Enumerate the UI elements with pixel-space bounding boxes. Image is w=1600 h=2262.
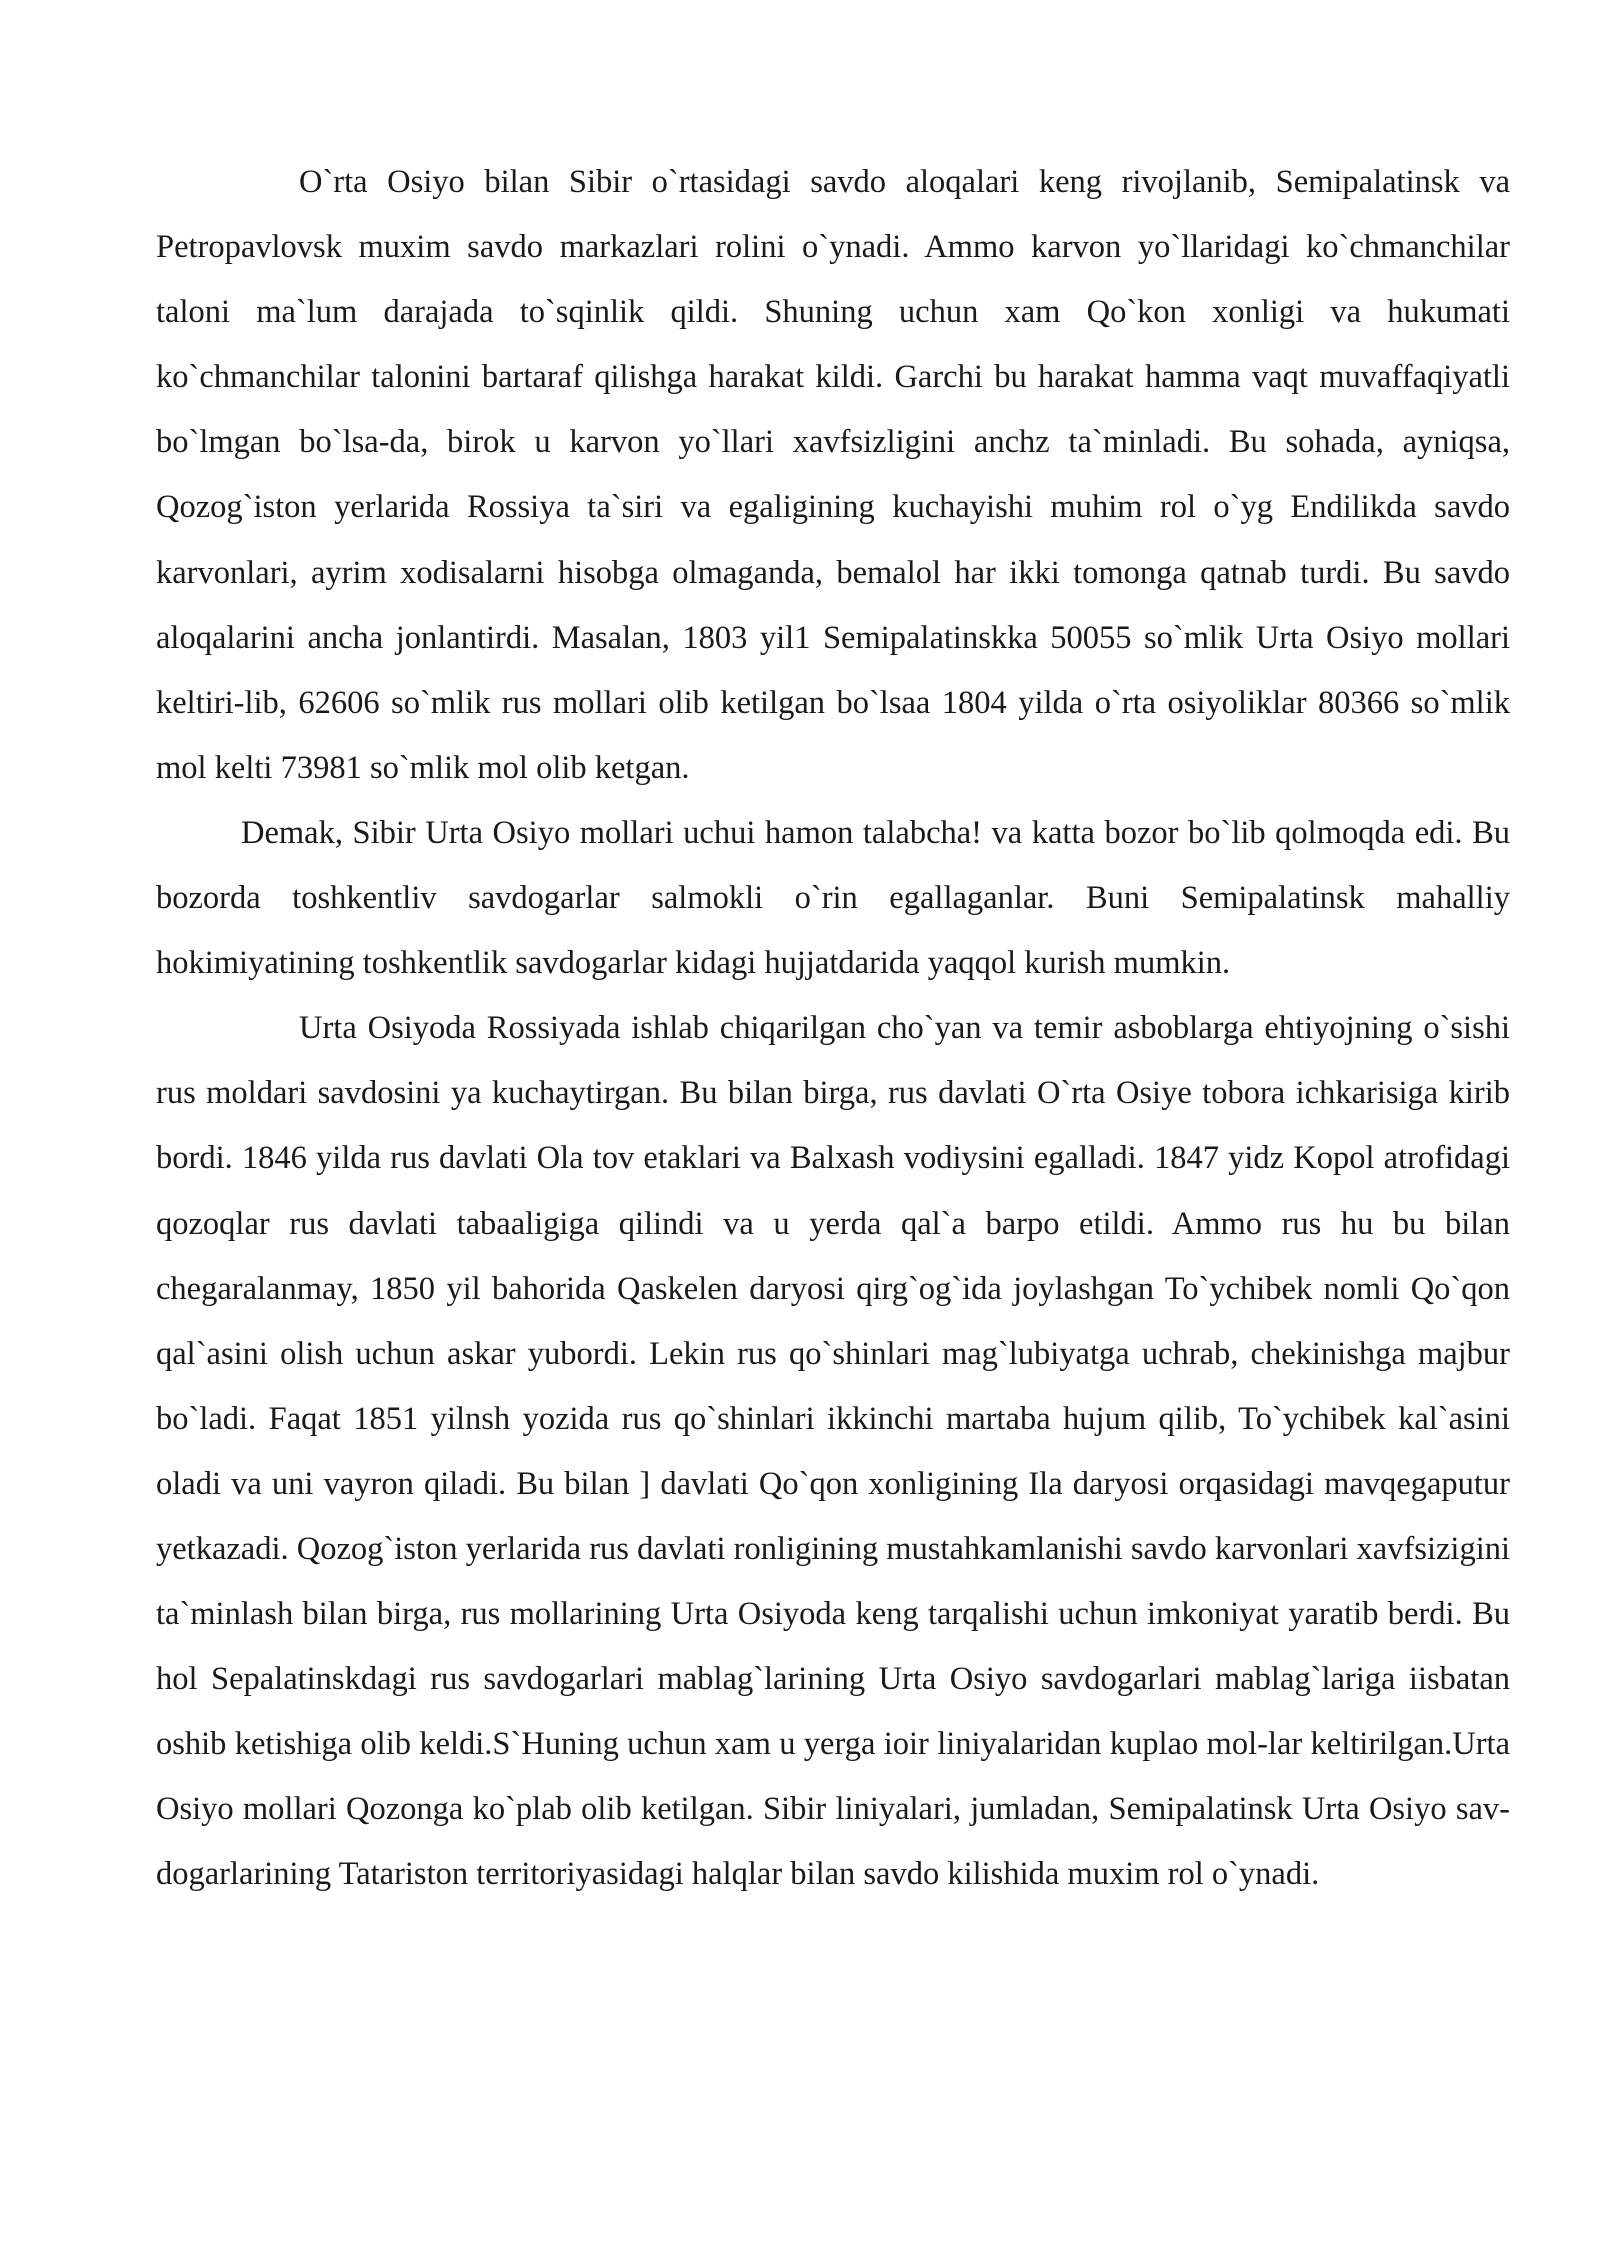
paragraph-1: O`rta Osiyo bilan Sibir o`rtasidagi savdo aloqalari keng rivojlanib, Semipalatinsk va Petropavlovsk muxim savdo markazlari rolini o`ynadi. Ammo karvon yo`llaridagi ko`chmanchilar taloni ma`lum darajada to`sqinlik qildi. Shuning uchun xam Qo`kon xonligi va hukumati ko`chmanchilar talonini bartaraf qilishga harakat kildi. Garchi bu harakat hamma vaqt muvaffaqiyatli bo`lmgan bo`lsa-da, birok u karvon yo`llari xavfsizligini anchz ta`minladi. Bu sohada, ayniqsa, Qozog`iston yerlarida Rossiya ta`siri va egaligining kuchayishi muhim rol o`yg Endilikda savdo karvonlari, ayrim xodisalarni hisobga olmaganda, bemalol har ikki tomonga qatnab turdi. Bu savdo aloqalarini ancha jonlantirdi. Masalan, 1803 yil1 Semipalatinskka 50055 so`mlik Urta Osiyo mollari keltiri-lib, 62606 so`mlik rus mollari olib ketilgan bo`lsaa 1804 yilda o`rta osiyoliklar 80366 so`mlik mol kelti 73981 so`mlik mol olib ketgan. bbox=[156, 164, 1510, 786]
document-body bbox=[156, 150, 1510, 1908]
paragraph-3: Urta Osiyoda Rossiyada ishlab chiqarilgan cho`yan va temir asboblarga ehtiyojning o`sishi rus moldari savdosini ya kuchaytirgan. Bu bilan birga, rus davlati O`rta Osiye tobora ichkarisiga kirib bordi. 1846 yilda rus davlati Ola tov etaklari va Balxash vodiysini egalladi. 1847 yidz Kopol atrofidagi qozoqlar rus davlati tabaaligiga qilindi va u yerda qal`a barpo etildi. Ammo rus hu bu bilan chegaralanmay, 1850 yil bahorida Qaskelen daryosi qirg`og`ida joylashgan To`ychibek nomli Qo`qon qal`asini olish uchun askar yubordi. Lekin rus qo`shinlari mag`lubiyatga uchrab, chekinishga majbur bo`ladi. Faqat 1851 yilnsh yozida rus qo`shinlari ikkinchi martaba hujum qilib, To`ychibek kal`asini oladi va uni vayron qiladi. Bu bilan ] davlati Qo`qon xonligining Ila daryosi orqasidagi mavqegaputur yetkazadi. Qozog`iston yerlarida rus davlati ronligining mustahkamlanishi savdo karvonlari xavfsizigini ta`minlash bilan birga, rus mollarining Urta Osiyoda keng tarqalishi uchun imkoniyat yaratib berdi. Bu hol Sepalatinskdagi rus savdogarlari mablag`larining Urta Osiyo savdogarlari mablag`lariga iisbatan oshib ketishiga olib keldi.S`Huning uchun xam u yerga ioir liniyalaridan kuplao mol-lar keltirilgan.Urta Osiyo mollari Qozonga ko`plab olib ketilgan. Sibir liniyalari, jumladan, Semipalatinsk Urta Osiyo sav-dogarlarining Tatariston territoriyasidagi halqlar bilan savdo kilishida muxim rol o`ynadi. bbox=[156, 1010, 1510, 1893]
paragraph-2: Demak, Sibir Urta Osiyo mollari uchui hamon talabcha! va katta bozor bo`lib qolmoqda edi. Bu bozorda toshkentliv savdogarlar salmokli o`rin egallaganlar. Buni Semipalatinsk mahalliy hokimiyatining toshkentlik savdogarlar kidagi hujjatdarida yaqqol kurish mumkin. bbox=[156, 814, 1510, 982]
